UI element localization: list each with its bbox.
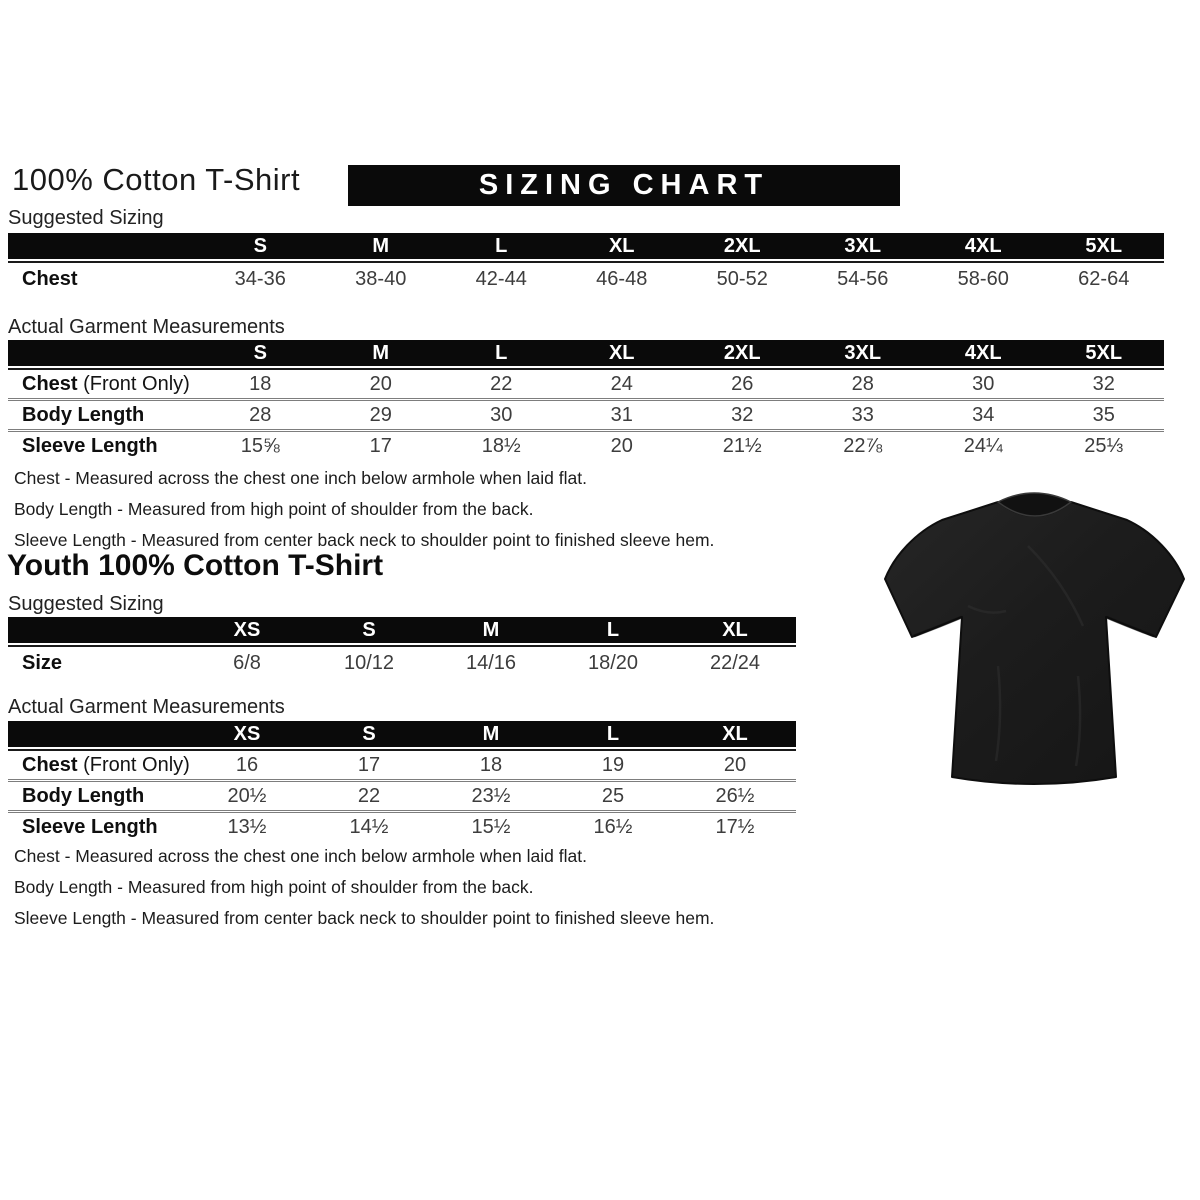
column-header-4xl: 4XL <box>964 234 1002 257</box>
table-cell: 34-36 <box>234 267 286 290</box>
column-header-5xl: 5XL <box>1085 341 1123 364</box>
row-label <box>8 268 200 291</box>
column-header-m: M <box>482 722 500 745</box>
table-cell: 18/20 <box>587 651 639 674</box>
column-header-s: S <box>253 234 267 257</box>
column-header-xl: XL <box>608 234 635 257</box>
table-cell: 20 <box>610 434 633 457</box>
table-cell: 18 <box>479 753 503 776</box>
sizing-chart-banner <box>348 165 900 206</box>
table-cell: 18 <box>249 372 272 395</box>
adult-measurement-notes <box>14 463 714 556</box>
youth-measurement-notes <box>14 841 714 934</box>
column-header-m: M <box>482 618 500 641</box>
column-header-4xl: 4XL <box>964 341 1002 364</box>
table-cell: 26½ <box>715 784 755 807</box>
table-cell: 28 <box>249 403 272 426</box>
table-cell: 34 <box>972 403 995 426</box>
column-header-xl: XL <box>722 618 748 641</box>
row-label <box>8 785 186 808</box>
column-header-5xl: 5XL <box>1085 234 1123 257</box>
column-header-m: M <box>372 341 390 364</box>
table-cell: 6/8 <box>233 651 261 674</box>
table-header-row <box>8 721 796 747</box>
column-header-l: L <box>495 341 508 364</box>
table-cell: 17 <box>369 434 392 457</box>
table-row <box>8 779 796 810</box>
note-line: Sleeve Length - Measured from center back neck to shoulder point to finished sleeve hem. <box>14 908 715 928</box>
row-label-text: Chest <box>22 267 78 290</box>
table-cell: 25⅓ <box>1084 434 1124 457</box>
youth-actual-measurements-label: Actual Garment Measurements <box>8 696 285 718</box>
table-cell: 19 <box>601 753 625 776</box>
table-cell: 24¼ <box>963 434 1003 457</box>
table-cell: 22 <box>490 372 513 395</box>
row-label-text: Chest <box>22 372 78 395</box>
column-header-l: L <box>606 722 620 745</box>
row-label-text: Sleeve Length <box>22 815 158 838</box>
table-cell: 15½ <box>471 815 511 838</box>
row-label-text: Body Length <box>22 403 145 426</box>
table-cell: 22 <box>357 784 381 807</box>
table-cell: 22/24 <box>709 651 761 674</box>
table-cell: 20 <box>723 753 747 776</box>
table-cell: 42-44 <box>475 267 527 290</box>
table-cell: 24 <box>610 372 633 395</box>
column-header-s: S <box>362 722 376 745</box>
row-label-text: Body Length <box>22 784 145 807</box>
row-label <box>8 404 200 427</box>
tshirt-body <box>885 502 1184 784</box>
table-cell: 33 <box>851 403 874 426</box>
table-cell: 17 <box>357 753 381 776</box>
adult-actual-measurements-label: Actual Garment Measurements <box>8 316 285 338</box>
table-cell: 29 <box>369 403 392 426</box>
table-cell: 25 <box>601 784 625 807</box>
table-header-row <box>8 233 1164 259</box>
table-row <box>8 398 1164 429</box>
table-cell: 62-64 <box>1078 267 1130 290</box>
adult-suggested-sizing-label: Suggested Sizing <box>8 207 164 229</box>
table-cell: 26 <box>731 372 754 395</box>
adult-actual-measurements-table <box>8 340 1164 460</box>
table-cell: 21½ <box>722 434 762 457</box>
table-cell: 32 <box>731 403 754 426</box>
column-header-2xl: 2XL <box>723 341 761 364</box>
column-header-xl: XL <box>722 722 748 745</box>
note-line: Sleeve Length - Measured from center back neck to shoulder point to finished sleeve hem. <box>14 530 715 550</box>
table-cell: 50-52 <box>716 267 768 290</box>
table-cell: 14/16 <box>465 651 517 674</box>
note-line: Chest - Measured across the chest one inch below armhole when laid flat. <box>14 846 587 866</box>
table-row <box>8 810 796 841</box>
table-header-row <box>8 340 1164 366</box>
table-header-row <box>8 617 796 643</box>
table-cell: 15⅝ <box>240 434 280 457</box>
row-label <box>8 435 200 458</box>
black-tshirt-image <box>878 486 1192 806</box>
row-label-text: Size <box>22 651 63 674</box>
table-row <box>8 429 1164 460</box>
sizing-chart-banner-label: SIZING CHART <box>478 169 770 201</box>
note-line: Body Length - Measured from high point of shoulder from the back. <box>14 877 534 897</box>
table-cell: 28 <box>851 372 874 395</box>
table-cell: 30 <box>490 403 513 426</box>
row-label <box>8 652 186 675</box>
table-cell: 20 <box>369 372 392 395</box>
column-header-s: S <box>253 341 267 364</box>
table-cell: 32 <box>1092 372 1115 395</box>
column-header-3xl: 3XL <box>844 234 882 257</box>
column-header-l: L <box>606 618 620 641</box>
column-header-xl: XL <box>608 341 635 364</box>
row-label <box>8 753 190 777</box>
row-label <box>8 816 186 839</box>
table-cell: 10/12 <box>343 651 395 674</box>
table-cell: 30 <box>972 372 995 395</box>
column-header-3xl: 3XL <box>844 341 882 364</box>
table-cell: 38-40 <box>355 267 407 290</box>
youth-suggested-sizing-label: Suggested Sizing <box>8 593 164 615</box>
table-cell: 54-56 <box>837 267 889 290</box>
youth-suggested-sizing-table <box>8 617 796 679</box>
row-label-text: Chest <box>22 753 78 776</box>
table-cell: 18½ <box>481 434 521 457</box>
table-cell: 23½ <box>471 784 511 807</box>
row-label-suffix: (Front Only) <box>77 753 190 776</box>
table-row <box>8 370 1164 398</box>
column-header-l: L <box>495 234 508 257</box>
table-cell: 22⅞ <box>843 434 883 457</box>
note-line: Chest - Measured across the chest one inch below armhole when laid flat. <box>14 468 587 488</box>
table-cell: 31 <box>610 403 633 426</box>
column-header-2xl: 2XL <box>723 234 761 257</box>
table-row <box>8 263 1164 295</box>
table-cell: 17½ <box>715 815 755 838</box>
youth-actual-measurements-table <box>8 721 796 841</box>
row-label-text: Sleeve Length <box>22 434 158 457</box>
table-cell: 20½ <box>227 784 267 807</box>
table-cell: 13½ <box>227 815 267 838</box>
note-line: Body Length - Measured from high point of shoulder from the back. <box>14 499 534 519</box>
page-title: 100% Cotton T-Shirt <box>12 162 301 197</box>
table-cell: 58-60 <box>957 267 1009 290</box>
table-cell: 16½ <box>593 815 633 838</box>
column-header-s: S <box>362 618 376 641</box>
table-cell: 35 <box>1092 403 1115 426</box>
column-header-xs: XS <box>233 618 261 641</box>
table-cell: 14½ <box>349 815 389 838</box>
table-cell: 16 <box>235 753 259 776</box>
row-label <box>8 373 200 396</box>
table-row <box>8 647 796 679</box>
column-header-xs: XS <box>233 722 261 745</box>
youth-section-title: Youth 100% Cotton T-Shirt <box>7 549 384 582</box>
adult-suggested-sizing-table <box>8 233 1164 295</box>
row-label-suffix: (Front Only) <box>77 372 190 395</box>
column-header-m: M <box>372 234 390 257</box>
table-cell: 46-48 <box>596 267 648 290</box>
table-row <box>8 751 796 779</box>
